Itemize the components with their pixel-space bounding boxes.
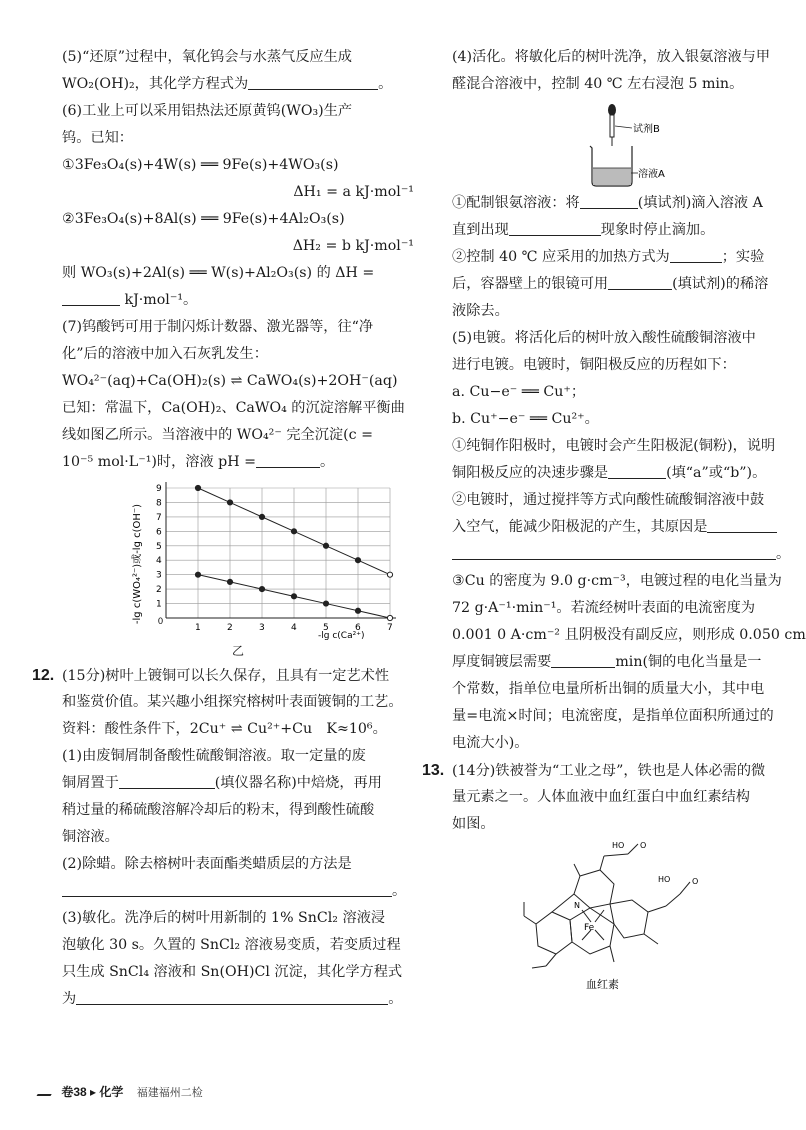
- chart-y-tick: 3: [156, 570, 162, 581]
- p5-q3-line5: 个常数，指单位电量所析出铜的质量大小，其中电: [452, 681, 765, 697]
- p5-step-a: a. Cu−e⁻ ══ Cu⁺；: [452, 384, 586, 400]
- p5-line1: (5)电镀。将活化后的树叶放入酸性硫酸铜溶液中: [452, 330, 756, 346]
- q7-line2: 化”后的溶液中加入石灰乳发生：: [62, 346, 268, 362]
- answer-blank[interactable]: [256, 453, 320, 468]
- p5-q1-line2: 铜阳极反应的决速步骤是 (填“a”或“b”)。: [452, 465, 767, 481]
- heme-ho-label: HO: [612, 841, 625, 850]
- chart-x-tick: 2: [227, 623, 233, 633]
- equation-2: ②3Fe₃O₄(s)+8Al(s) ══ 9Fe(s)+4Al₂O₃(s): [62, 211, 345, 227]
- q12-p3-line1: (3)敏化。洗净后的树叶用新制的 1% SnCl₂ 溶液浸: [62, 910, 386, 926]
- footer-subject: 化学: [99, 1085, 124, 1099]
- heme-o-label: O: [640, 841, 647, 850]
- q7-line1: (7)钨酸钙可用于制闪烁计数器、激光器等，往“净: [62, 319, 374, 335]
- q12-p1-line1: (1)由废铜屑制备酸性硫酸铜溶液。取一定量的废: [62, 748, 366, 764]
- chart-point-upper: [291, 529, 296, 534]
- chart-point-upper: [323, 543, 328, 548]
- p5-q2-line3: 。: [452, 541, 792, 568]
- left-column: [32, 44, 414, 1013]
- p4-q2-line2: 后，容器壁上的银镜可用 (填试剂)的稀溶: [452, 276, 769, 292]
- p5-q3-line1: ③Cu 的密度为 9.0 g·cm⁻³，电镀过程的电化当量为: [452, 573, 782, 589]
- chart-ylabel: -lg c(WO₄²⁻)或-lg c(OH⁻): [132, 503, 143, 625]
- p5-q3-line4: 厚度铜镀层需要 min(铜的电化当量是一: [452, 654, 762, 670]
- heme-caption: 血红素: [586, 978, 619, 991]
- p5-q1-line1: ①纯铜作阳极时，电镀时会产生阳极泥(铜粉)，说明: [452, 438, 776, 454]
- chart-y-tick: 8: [156, 498, 162, 509]
- chart-title: 乙: [231, 644, 244, 658]
- heme-n-label: N: [574, 901, 580, 910]
- chart-y-tick: 9: [156, 484, 162, 494]
- answer-blank[interactable]: [551, 653, 615, 668]
- p5-line2: 进行电镀。电镀时，铜阳极反应的历程如下：: [452, 357, 736, 373]
- chart-x-tick: 5: [323, 623, 329, 633]
- chart-y-tick: 7: [156, 512, 162, 523]
- p4-q2-line1: ②控制 40 ℃ 应采用的加热方式为 ；实验: [452, 249, 765, 265]
- chart-point-lower: [195, 572, 200, 577]
- answer-blank[interactable]: [62, 291, 120, 306]
- chart-svg: [62, 478, 414, 646]
- chart-xlabel: -lg c(Ca²⁺): [318, 631, 365, 641]
- chart-point-upper: [195, 485, 200, 490]
- p4-line2: 醛混合溶液中，控制 40 ℃ 左右浸泡 5 min。: [452, 76, 744, 92]
- q7-line5: 10⁻⁵ mol·L⁻¹)时，溶液 pH = 。: [62, 454, 335, 470]
- beaker-icon: [590, 146, 632, 186]
- beaker-svg: [452, 98, 792, 190]
- answer-blank[interactable]: [76, 990, 388, 1005]
- heme-fe-label: Fe: [584, 923, 595, 933]
- enthalpy-2: ΔH₂ = b kJ·mol⁻¹: [292, 238, 414, 254]
- q12-line2: 和鉴赏价值。某兴趣小组探究榕树叶表面镀铜的工艺。: [62, 694, 403, 710]
- q13-line2: 量元素之一。人体血液中血红蛋白中血红素结构: [452, 789, 750, 805]
- p5-q2-line2: 入空气，能减少阳极泥的产生，其原因是: [452, 514, 792, 541]
- footer-source: 福建福州二检: [136, 1087, 203, 1099]
- q12-p1-line3: 稍过量的稀硫酸溶解冷却后的粉末，得到酸性硫酸: [62, 802, 375, 818]
- q7-equation: WO₄²⁻(aq)+Ca(OH)₂(s) ⇌ CaWO₄(s)+2OH⁻(aq): [62, 373, 398, 389]
- footer-arrow-icon: ▸: [90, 1085, 97, 1099]
- p5-q3-line7: 电流大小)。: [452, 735, 529, 751]
- answer-blank[interactable]: [670, 248, 722, 263]
- q7-line3: 已知：常温下，Ca(OH)₂、CaWO₄ 的沉淀溶解平衡曲: [62, 400, 405, 416]
- q6-line1: (6)工业上可以采用铝热法还原黄钨(WO₃)生产: [62, 103, 353, 119]
- q12-p3-line2: 泡敏化 30 s。久置的 SnCl₂ 溶液易变质，若变质过程: [62, 937, 401, 953]
- answer-blank[interactable]: [608, 464, 666, 479]
- p5-q3-line2: 72 g·A⁻¹·min⁻¹。若流经树叶表面的电流密度为: [452, 600, 756, 616]
- heme-o-label-2: O: [692, 877, 699, 886]
- heme-svg: [452, 838, 792, 998]
- chart-x-tick: 4: [291, 623, 297, 633]
- reagent-b-label: 试剂B: [633, 124, 660, 135]
- chart-point-lower: [259, 587, 264, 592]
- answer-blank[interactable]: [119, 774, 215, 789]
- p4-q2-line3: 液除去。: [452, 303, 509, 319]
- chart-point-lower: [323, 601, 328, 606]
- answer-blank[interactable]: [248, 75, 378, 90]
- chart-point-upper: [259, 514, 264, 519]
- q7-line4: 线如图乙所示。当溶液中的 WO₄²⁻ 完全沉淀(c =: [62, 427, 373, 443]
- footer-book: 卷38: [61, 1085, 87, 1099]
- q6-line2: 钨。已知：: [62, 130, 133, 146]
- question-number: 13.: [422, 762, 445, 779]
- q13-line1: 13. (14分)铁被誉为“工业之母”，铁也是人体必需的微: [452, 757, 792, 784]
- enthalpy-1: ΔH₁ = a kJ·mol⁻¹: [293, 184, 414, 200]
- p4-q1-line2: 直到出现 现象时停止滴加。: [452, 222, 715, 238]
- question-number: 12.: [32, 667, 55, 684]
- answer-blank[interactable]: [62, 882, 392, 897]
- chart-x-tick: 7: [387, 623, 393, 633]
- p5-q3-line3: 0.001 0 A·cm⁻² 且阴极没有副反应，则形成 0.050 cm: [452, 627, 806, 643]
- right-column: [422, 44, 806, 998]
- answer-blank[interactable]: [707, 518, 777, 533]
- p5-step-b: b. Cu⁺−e⁻ ══ Cu²⁺。: [452, 411, 599, 427]
- solution-a-label: 溶液A: [638, 169, 665, 180]
- chart-y-tick: 4: [156, 556, 162, 567]
- q12-line3: 资料：酸性条件下，2Cu⁺ ⇌ Cu²⁺+Cu K≈10⁶。: [62, 721, 387, 737]
- chart-point-lower: [291, 594, 296, 599]
- q12-p3-line4: 为 。: [62, 991, 403, 1007]
- chart-point-lower: [387, 615, 392, 620]
- answer-blank[interactable]: [509, 221, 601, 236]
- answer-blank[interactable]: [452, 545, 776, 560]
- chart-x-tick: 1: [195, 623, 201, 633]
- q5-line1: (5)“还原”过程中，氧化钨会与水蒸气反应生成: [62, 49, 352, 65]
- q12-p1-line4: 铜溶液。: [62, 829, 119, 845]
- chart-x-tick: 6: [355, 623, 361, 633]
- equation-1: ①3Fe₃O₄(s)+4W(s) ══ 9Fe(s)+4WO₃(s): [62, 157, 339, 173]
- chart-x-tick: 3: [259, 623, 265, 633]
- chart-point-lower: [227, 579, 232, 584]
- q5-line2: WO₂(OH)₂，其化学方程式为 。: [62, 76, 393, 92]
- chart-point-upper: [387, 572, 392, 577]
- page-footer: [40, 1083, 203, 1100]
- chart-origin: 0: [158, 616, 164, 626]
- solubility-chart: [62, 478, 414, 646]
- chart-y-tick: 5: [156, 541, 162, 552]
- heme-ho-label-2: HO: [658, 875, 671, 884]
- p4-line1: (4)活化。将敏化后的树叶洗净，放入银氨溶液与甲: [452, 49, 771, 65]
- chart-y-tick: 1: [156, 599, 162, 610]
- heme-structure: [452, 838, 792, 998]
- q12-line1: 12. (15分)树叶上镀铜可以长久保存，且具有一定艺术性: [62, 662, 414, 689]
- answer-blank[interactable]: [580, 194, 638, 209]
- beaker-figure: [452, 98, 792, 190]
- q6-ask-line1: 则 WO₃(s)+2Al(s) ══ W(s)+Al₂O₃(s) 的 ΔH =: [62, 265, 375, 281]
- chart-y-tick: 2: [156, 585, 162, 596]
- p5-q3-line6: 量=电流×时间；电流密度，是指单位面积所通过的: [452, 708, 774, 724]
- q12-p1-line2: 铜屑置于 (填仪器名称)中焙烧，再用: [62, 775, 382, 791]
- chart-point-upper: [227, 500, 232, 505]
- q6-ask-line2: kJ·mol⁻¹。: [62, 287, 414, 314]
- answer-blank[interactable]: [608, 275, 672, 290]
- p5-q2-line1: ②电镀时，通过搅拌等方式向酸性硫酸铜溶液中鼓: [452, 492, 765, 508]
- q13-line3: 如图。: [452, 816, 495, 832]
- q12-p3-line3: 只生成 SnCl₄ 溶液和 Sn(OH)Cl 沉淀，其化学方程式: [62, 964, 403, 980]
- q12-p2-line2: 。: [62, 878, 414, 905]
- q12-p2-line1: (2)除蜡。除去榕树叶表面酯类蜡质层的方法是: [62, 856, 352, 872]
- p4-q1-line1: ①配制银氨溶液：将 (填试剂)滴入溶液 A: [452, 195, 763, 211]
- dropper-icon: [608, 104, 616, 146]
- chart-y-tick: 6: [156, 527, 162, 538]
- chart-point-lower: [355, 608, 360, 613]
- pen-icon: [37, 1084, 58, 1096]
- chart-point-upper: [355, 558, 360, 563]
